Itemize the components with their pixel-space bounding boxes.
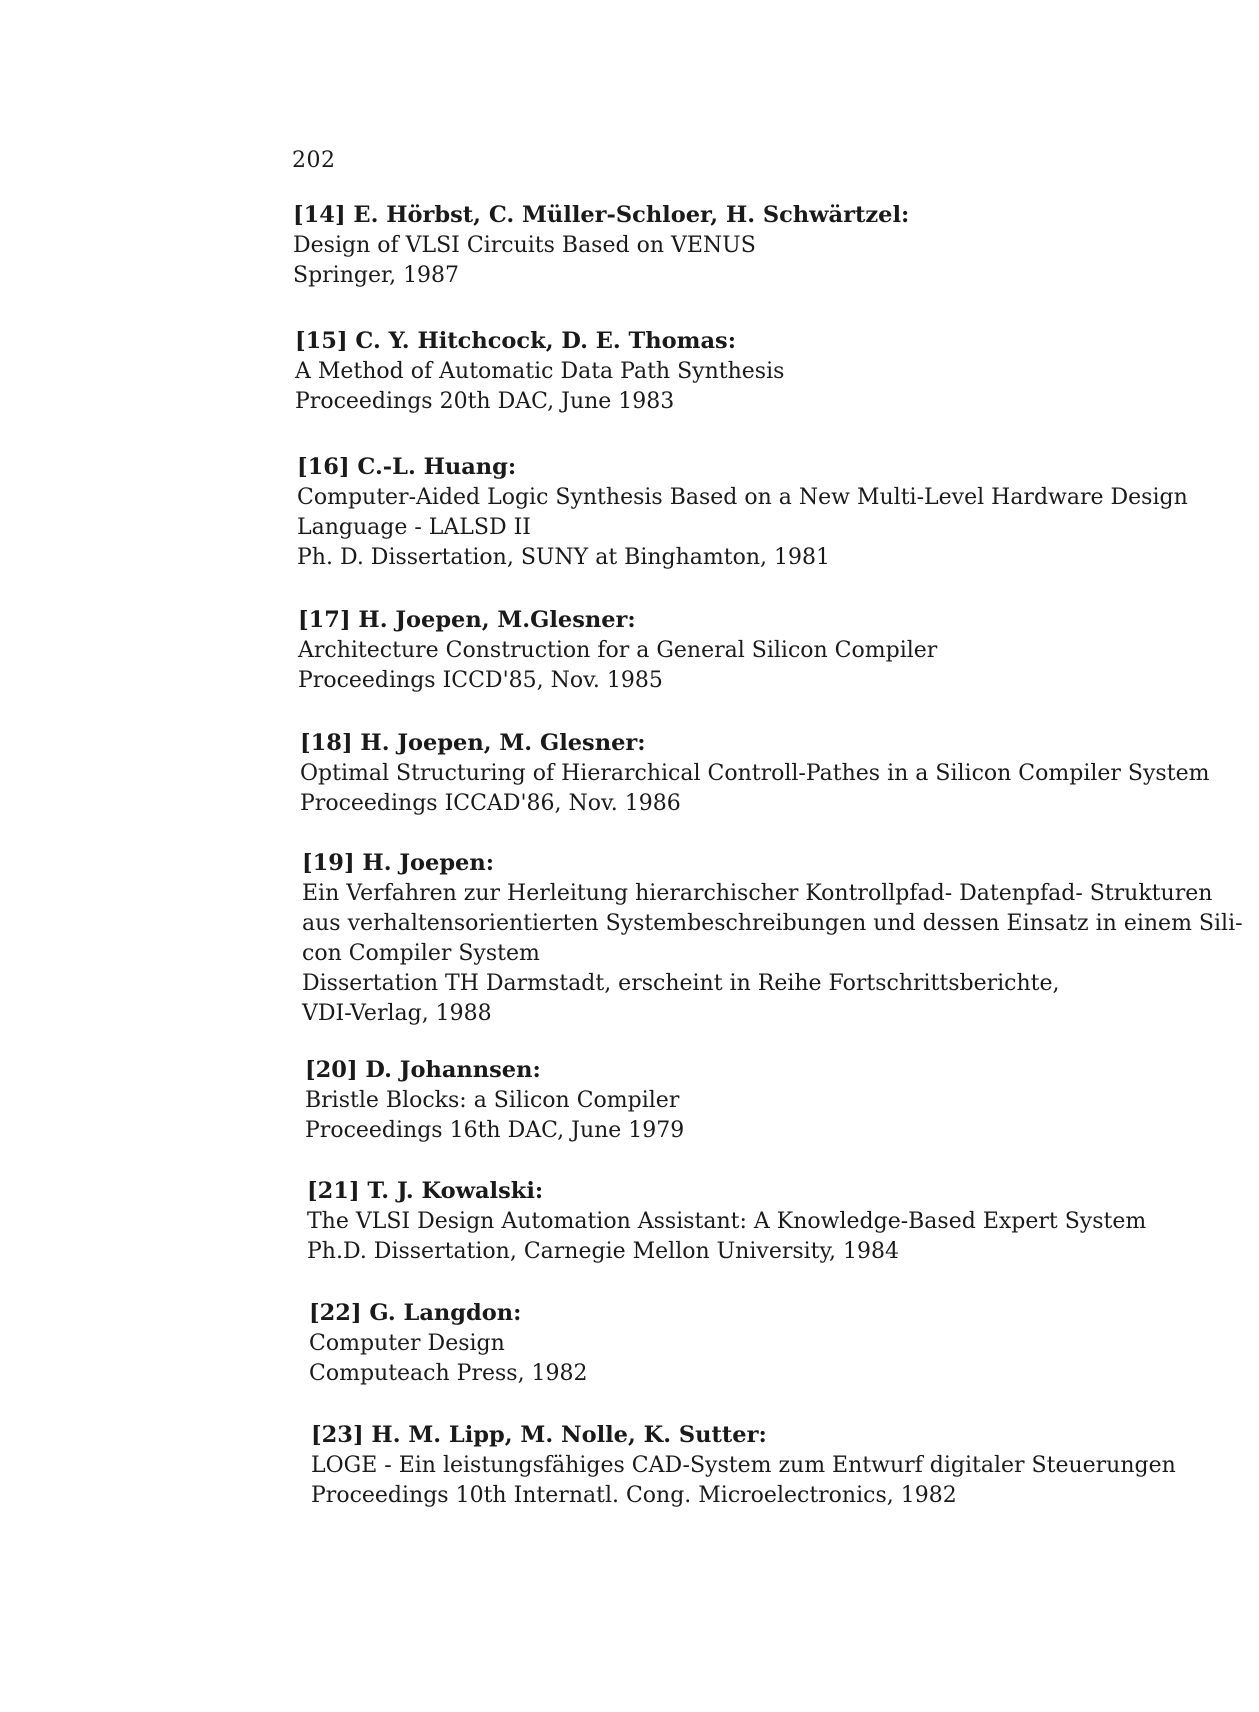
reference-22 (309, 1298, 588, 1389)
reference-line: Springer, 1987 (293, 263, 460, 288)
reference-line: Computer-Aided Logic Synthesis Based on a New Multi-Level Hardware Design (297, 485, 1188, 510)
reference-line: Optimal Structuring of Hierarchical Controll-Pathes in a Silicon Compiler System (300, 761, 1210, 786)
reference-line: A Method of Automatic Data Path Synthesis (295, 359, 785, 384)
reference-17 (298, 605, 937, 696)
reference-23 (311, 1420, 1176, 1511)
reference-line: Design of VLSI Circuits Based on VENUS (293, 233, 756, 258)
reference-heading: [14] E. Hörbst, C. Müller-Schloer, H. Schwärtzel: (293, 202, 910, 228)
reference-line: VDI-Verlag, 1988 (302, 1001, 492, 1026)
reference-line: Language - LALSD II (297, 515, 531, 540)
reference-heading: [15] C. Y. Hitchcock, D. E. Thomas: (295, 328, 737, 354)
reference-21 (307, 1176, 1146, 1267)
reference-heading: [22] G. Langdon: (309, 1300, 522, 1326)
reference-line: Proceedings ICCAD'86, Nov. 1986 (300, 791, 681, 816)
reference-line: Proceedings 10th Internatl. Cong. Microelectronics, 1982 (311, 1483, 957, 1508)
reference-line: Ein Verfahren zur Herleitung hierarchischer Kontrollpfad- Datenpfad- Strukturen (302, 881, 1213, 906)
page-number: 202 (292, 148, 336, 173)
reference-19 (302, 848, 1243, 1029)
reference-14 (293, 200, 909, 291)
reference-line: Proceedings ICCD'85, Nov. 1985 (298, 668, 663, 693)
reference-16 (297, 452, 1188, 573)
reference-18 (300, 728, 1209, 819)
reference-line: The VLSI Design Automation Assistant: A Knowledge-Based Expert System (307, 1209, 1147, 1234)
reference-heading: [17] H. Joepen, M.Glesner: (298, 607, 636, 633)
reference-line: Ph.D. Dissertation, Carnegie Mellon University, 1984 (307, 1239, 900, 1264)
reference-line: Proceedings 16th DAC, June 1979 (305, 1118, 685, 1143)
reference-line: con Compiler System (302, 941, 540, 966)
reference-line: aus verhaltensorientierten Systembeschreibungen und dessen Einsatz in einem Sili- (302, 911, 1243, 936)
reference-line: Computer Design (309, 1331, 505, 1356)
reference-line: Bristle Blocks: a Silicon Compiler (305, 1088, 680, 1113)
reference-heading: [20] D. Johannsen: (305, 1057, 541, 1083)
reference-line: Computeach Press, 1982 (309, 1361, 588, 1386)
reference-heading: [16] C.-L. Huang: (297, 454, 517, 480)
reference-line: LOGE - Ein leistungsfähiges CAD-System zum Entwurf digitaler Steuerungen (311, 1453, 1176, 1478)
reference-heading: [19] H. Joepen: (302, 850, 495, 876)
reference-15 (295, 326, 784, 417)
reference-heading: [21] T. J. Kowalski: (307, 1178, 544, 1204)
reference-heading: [18] H. Joepen, M. Glesner: (300, 730, 646, 756)
reference-line: Architecture Construction for a General Silicon Compiler (298, 638, 938, 663)
reference-line: Proceedings 20th DAC, June 1983 (295, 389, 675, 414)
reference-20 (305, 1055, 684, 1146)
reference-heading: [23] H. M. Lipp, M. Nolle, K. Sutter: (311, 1422, 767, 1448)
reference-line: Ph. D. Dissertation, SUNY at Binghamton, 1981 (297, 545, 830, 570)
reference-line: Dissertation TH Darmstadt, erscheint in Reihe Fortschrittsberichte, (302, 971, 1060, 996)
